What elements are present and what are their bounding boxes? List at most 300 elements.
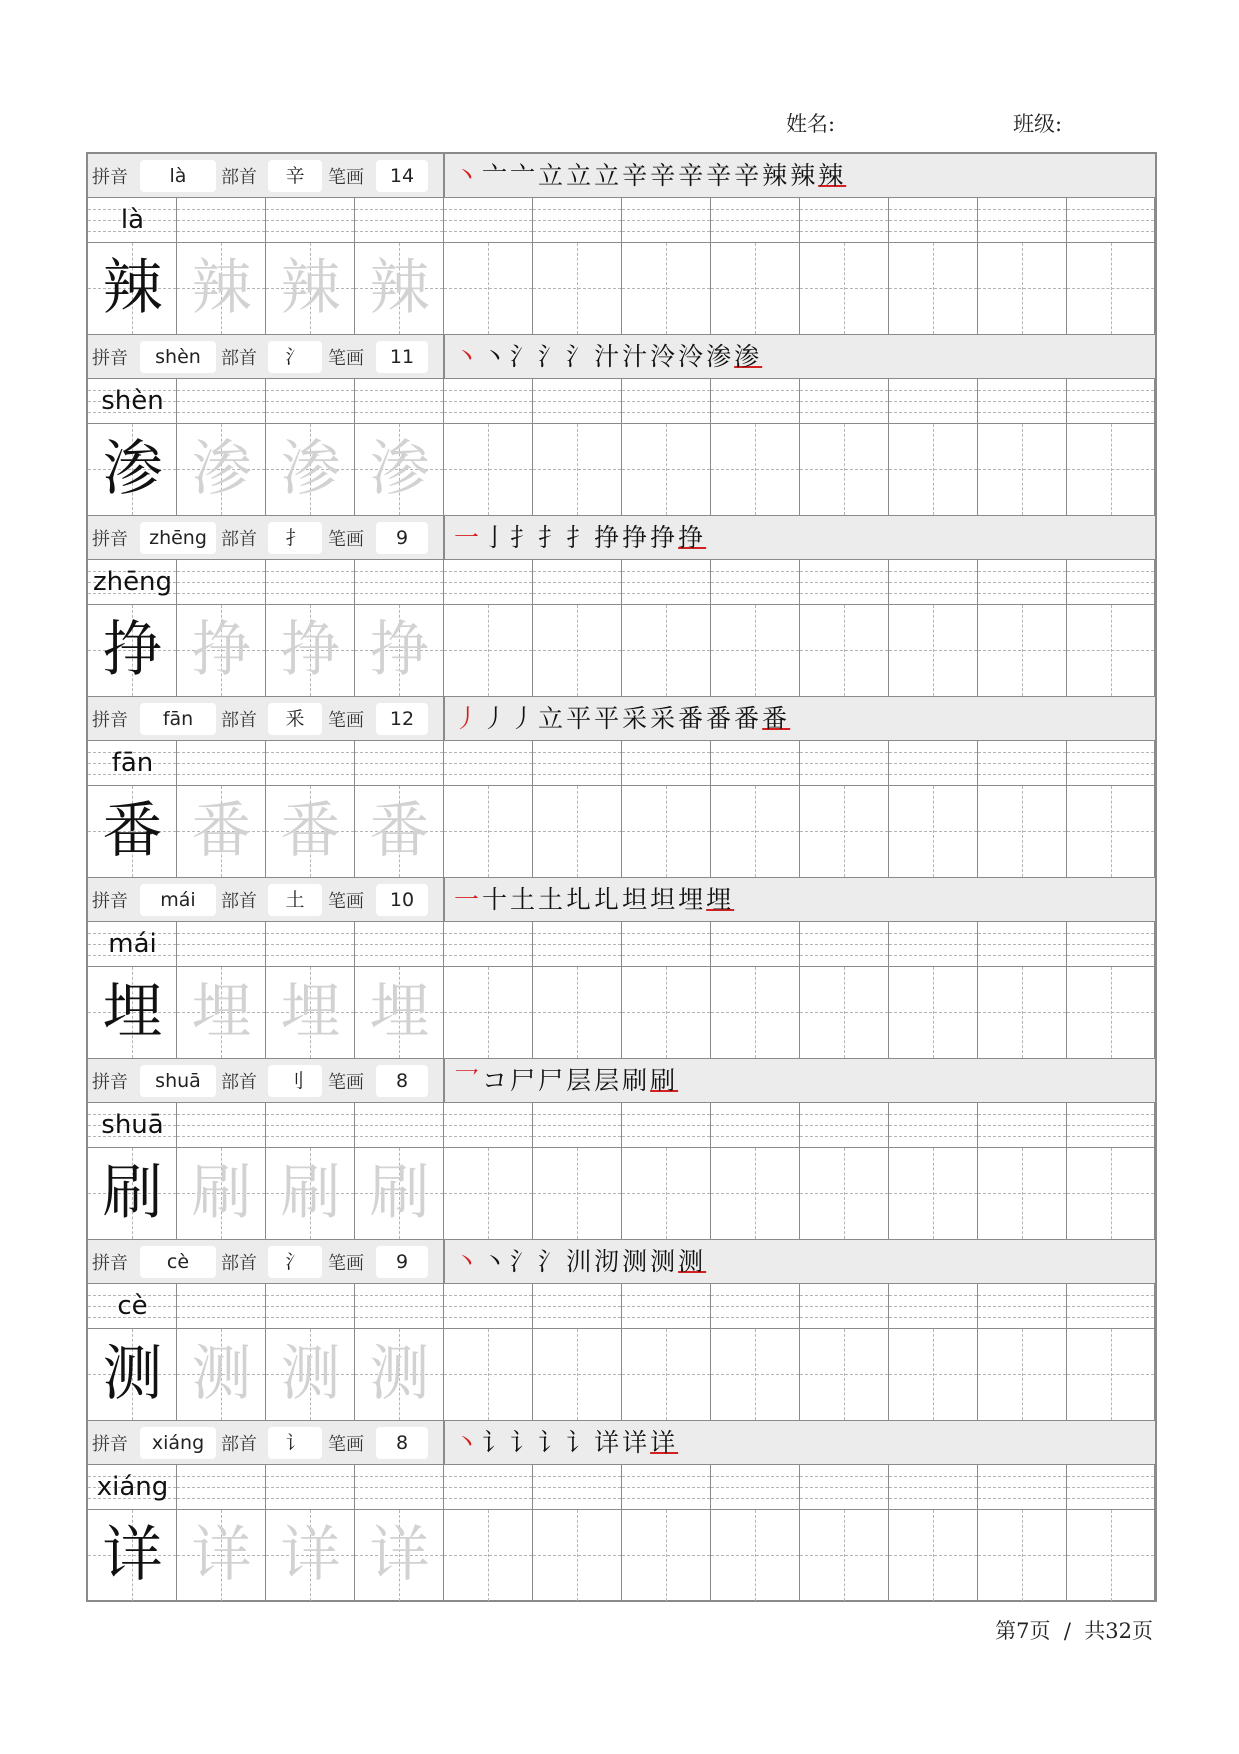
pinyin-cell[interactable] [978,1465,1067,1510]
stroke-step: 氵 [538,342,567,371]
pinyin-cell[interactable] [533,560,622,605]
practice-cell[interactable] [889,243,978,334]
practice-cell[interactable] [889,1510,978,1601]
trace-character: 挣 [280,615,341,685]
guide-line [622,209,710,210]
guide-line [800,1317,888,1318]
practice-cell[interactable] [533,1329,622,1420]
practice-cell[interactable] [444,1510,533,1601]
pinyin-cell[interactable] [978,379,1067,424]
pinyin-cell[interactable] [355,1284,444,1329]
pinyin-cell[interactable] [177,922,266,967]
stroke-step: 辣 [818,161,847,190]
pinyin-cell[interactable] [889,1465,978,1510]
practice-cell[interactable] [1067,1148,1155,1239]
guide-line [978,390,1066,391]
practice-cell[interactable] [444,967,533,1058]
practice-cell[interactable] [800,605,889,696]
guide-line [533,1125,621,1126]
pinyin-cell[interactable] [1067,1103,1155,1148]
trace-character: 埋 [191,977,252,1047]
character-row [88,786,1155,878]
guide-line [800,220,888,221]
guide-line [444,944,532,945]
practice-cell[interactable] [978,424,1067,515]
practice-cell[interactable] [800,424,889,515]
pinyin-cell[interactable] [266,922,355,967]
practice-cell[interactable] [978,605,1067,696]
stroke-step: 亅 [482,523,511,552]
pinyin-cell[interactable] [1067,560,1155,605]
guide-line [177,1125,265,1126]
pinyin-cell[interactable] [622,560,711,605]
guide-line [622,582,710,583]
practice-cell[interactable] [533,605,622,696]
guide-line [978,1114,1066,1115]
guide-line [444,412,532,413]
pinyin-cell[interactable] [711,741,800,786]
practice-cell[interactable] [533,786,622,877]
pinyin-label: 拼音 [92,1253,128,1274]
stroke-count-value: 9 [376,1246,428,1278]
practice-cell[interactable] [889,605,978,696]
practice-cell[interactable] [711,605,800,696]
practice-cell[interactable] [444,424,533,515]
practice-cell[interactable] [444,1148,533,1239]
pinyin-cell[interactable] [622,198,711,243]
pinyin-cell[interactable] [889,741,978,786]
info-divider [443,154,445,198]
pinyin-cell[interactable] [1067,1284,1155,1329]
stroke-step: 埋 [678,885,707,914]
pinyin-cell[interactable] [533,922,622,967]
pinyin-cell[interactable] [622,922,711,967]
practice-cell[interactable] [978,1510,1067,1601]
guide-line [444,571,532,572]
pinyin-cell[interactable] [800,922,889,967]
guide-line [533,401,621,402]
pinyin-cell[interactable] [444,741,533,786]
pinyin-cell[interactable] [177,1103,266,1148]
guide-line [711,412,799,413]
stroke-step: 采 [622,704,651,733]
pinyin-cell[interactable] [978,922,1067,967]
practice-cell[interactable] [533,1510,622,1601]
stroke-step: 辛 [706,161,735,190]
stroke-step: 亠 [482,161,511,190]
practice-cell[interactable] [622,605,711,696]
practice-cell[interactable] [533,1148,622,1239]
guide-line [978,209,1066,210]
guide-line [800,831,888,832]
pinyin-model: zhēng [92,567,173,597]
pinyin-cell[interactable] [1067,922,1155,967]
pinyin-cell[interactable] [355,741,444,786]
pinyin-cell[interactable] [177,560,266,605]
stroke-step: 丶 [454,342,483,371]
guide-line [978,763,1066,764]
practice-cell[interactable] [889,786,978,877]
char-block [88,878,1155,1059]
practice-cell[interactable] [800,1510,889,1601]
pinyin-label: 拼音 [92,1434,128,1455]
guide-line [800,593,888,594]
trace-character: 渗 [280,434,341,504]
guide-line [266,401,354,402]
stroke-step: 亠 [510,161,539,190]
strokes-label: 笔画 [328,1072,364,1093]
stroke-step: 平 [594,704,623,733]
guide-line [622,1193,710,1194]
guide-line [622,1012,710,1013]
pinyin-cell[interactable] [1067,741,1155,786]
stroke-step: 辛 [734,161,763,190]
guide-line [533,763,621,764]
practice-cell[interactable] [711,243,800,334]
guide-line [444,1125,532,1126]
pinyin-cell[interactable] [978,560,1067,605]
practice-cell[interactable] [622,1148,711,1239]
trace-character: 刷 [280,1158,341,1228]
guide-line [711,1476,799,1477]
pinyin-cell[interactable] [800,741,889,786]
pinyin-cell[interactable] [800,1284,889,1329]
guide-line [622,1476,710,1477]
guide-line [444,1498,532,1499]
guide-line [266,1306,354,1307]
pinyin-cell[interactable] [266,1284,355,1329]
pinyin-cell[interactable] [533,198,622,243]
pinyin-cell[interactable] [711,1103,800,1148]
practice-cell[interactable] [978,967,1067,1058]
guide-line [266,571,354,572]
stroke-step: 圠 [566,885,595,914]
practice-cell[interactable] [711,786,800,877]
guide-line [978,1476,1066,1477]
info-row [88,1240,1155,1284]
guide-line [978,231,1066,232]
practice-cell[interactable] [533,243,622,334]
pinyin-cell[interactable] [444,1284,533,1329]
guide-line [711,288,799,289]
guide-line [355,1476,443,1477]
guide-line [978,571,1066,572]
info-divider [443,335,445,379]
practice-cell[interactable] [711,967,800,1058]
practice-cell[interactable] [711,1510,800,1601]
practice-cell[interactable] [622,1510,711,1601]
pinyin-cell[interactable] [800,198,889,243]
practice-cell[interactable] [800,1329,889,1420]
practice-cell[interactable] [978,786,1067,877]
guide-line [533,1306,621,1307]
guide-line [266,412,354,413]
stroke-step: 测 [650,1247,679,1276]
pinyin-value: là [140,160,216,192]
guide-line [1067,1374,1154,1375]
pinyin-cell[interactable] [978,198,1067,243]
guide-line [889,1012,977,1013]
pinyin-cell[interactable] [889,198,978,243]
guide-line [1067,1193,1154,1194]
practice-cell[interactable] [622,967,711,1058]
radical-value: 扌 [268,522,322,554]
strokes-label: 笔画 [328,1253,364,1274]
pinyin-cell[interactable] [266,1103,355,1148]
practice-cell[interactable] [800,1148,889,1239]
page-total: 共32页 [1084,1619,1153,1643]
practice-cell[interactable] [889,424,978,515]
practice-cell[interactable] [1067,1329,1155,1420]
guide-line [889,220,977,221]
practice-cell[interactable] [711,424,800,515]
practice-cell[interactable] [1067,424,1155,515]
guide-line [800,752,888,753]
practice-cell[interactable] [800,967,889,1058]
practice-cell[interactable] [622,1329,711,1420]
model-character: 番 [102,796,163,866]
pinyin-cell[interactable] [711,1284,800,1329]
guide-line [711,1136,799,1137]
practice-cell[interactable] [444,243,533,334]
practice-cell[interactable] [444,605,533,696]
practice-cell[interactable] [1067,967,1155,1058]
info-divider [443,878,445,922]
pinyin-cell[interactable] [711,1465,800,1510]
stroke-count-value: 14 [376,160,428,192]
pinyin-cell[interactable] [266,560,355,605]
guide-line [978,469,1066,470]
pinyin-cell[interactable] [533,1103,622,1148]
guide-line [622,1136,710,1137]
pinyin-cell[interactable] [711,198,800,243]
guide-line [711,469,799,470]
guide-line [978,288,1066,289]
pinyin-cell[interactable] [355,379,444,424]
guide-line [711,1295,799,1296]
pinyin-cell[interactable] [444,1465,533,1510]
guide-line [177,1295,265,1296]
guide-line [978,401,1066,402]
pinyin-cell[interactable] [177,1284,266,1329]
pinyin-cell[interactable] [1067,198,1155,243]
guide-line [711,774,799,775]
character-row [88,424,1155,516]
stroke-count-value: 8 [376,1427,428,1459]
pinyin-cell[interactable] [800,1465,889,1510]
pinyin-cell[interactable] [800,379,889,424]
practice-cell[interactable] [622,243,711,334]
pinyin-cell[interactable] [889,379,978,424]
character-row [88,1329,1155,1421]
guide-line [711,1317,799,1318]
guide-line [1067,944,1154,945]
practice-sheet [86,152,1157,1602]
guide-line [444,209,532,210]
guide-line [444,1012,532,1013]
guide-line [1067,1012,1154,1013]
guide-line [800,1012,888,1013]
guide-line [622,571,710,572]
guide-line [1067,1136,1154,1137]
pinyin-value: shèn [140,341,216,373]
stroke-step: 辣 [790,161,819,190]
practice-cell[interactable] [978,1329,1067,1420]
pinyin-cell[interactable] [533,1465,622,1510]
guide-line [533,1498,621,1499]
guide-line [1067,933,1154,934]
pinyin-cell[interactable] [622,1465,711,1510]
practice-cell[interactable] [889,967,978,1058]
pinyin-cell[interactable] [1067,379,1155,424]
pinyin-cell[interactable] [444,922,533,967]
guide-line [978,1306,1066,1307]
practice-cell[interactable] [1067,243,1155,334]
guide-line [978,1295,1066,1296]
pinyin-cell[interactable] [444,198,533,243]
stroke-step: 详 [594,1428,623,1457]
practice-cell[interactable] [444,1329,533,1420]
pinyin-cell[interactable] [266,198,355,243]
stroke-step: 圠 [594,885,623,914]
pinyin-cell[interactable] [622,1284,711,1329]
guide-line [711,944,799,945]
pinyin-cell[interactable] [978,1284,1067,1329]
pinyin-cell[interactable] [533,1284,622,1329]
guide-line [978,650,1066,651]
pinyin-cell[interactable] [889,1103,978,1148]
pinyin-cell[interactable] [444,379,533,424]
guide-line [622,401,710,402]
pinyin-cell[interactable] [533,379,622,424]
pinyin-cell[interactable] [889,560,978,605]
pinyin-cell[interactable] [355,1465,444,1510]
guide-line [266,1125,354,1126]
pinyin-cell[interactable] [355,922,444,967]
guide-line [1067,955,1154,956]
guide-line [355,401,443,402]
guide-line [444,1487,532,1488]
practice-cell[interactable] [622,424,711,515]
practice-cell[interactable] [889,1329,978,1420]
stroke-step: 立 [538,161,567,190]
character-row [88,967,1155,1059]
info-divider [443,697,445,741]
guide-line [533,955,621,956]
pinyin-cell[interactable] [355,1103,444,1148]
guide-line [622,774,710,775]
practice-cell[interactable] [711,1148,800,1239]
radical-value: 讠 [268,1427,322,1459]
pinyin-cell[interactable] [800,1103,889,1148]
pinyin-cell[interactable] [355,198,444,243]
guide-line [800,1306,888,1307]
radical-value: 辛 [268,160,322,192]
pinyin-cell[interactable] [889,1284,978,1329]
practice-cell[interactable] [622,786,711,877]
practice-cell[interactable] [1067,605,1155,696]
guide-line [889,774,977,775]
pinyin-cell[interactable] [444,1103,533,1148]
practice-cell[interactable] [800,786,889,877]
stroke-step: 立 [594,161,623,190]
pinyin-cell[interactable] [1067,1465,1155,1510]
pinyin-cell[interactable] [177,379,266,424]
char-block [88,1421,1155,1602]
pinyin-cell[interactable] [711,379,800,424]
practice-cell[interactable] [978,1148,1067,1239]
trace-character: 刷 [191,1158,252,1228]
guide-line [800,933,888,934]
guide-line [800,412,888,413]
pinyin-cell[interactable] [266,1465,355,1510]
pinyin-cell[interactable] [978,741,1067,786]
pinyin-cell[interactable] [533,741,622,786]
practice-cell[interactable] [889,1148,978,1239]
radical-value: 氵 [268,1246,322,1278]
info-row [88,335,1155,379]
guide-line [444,231,532,232]
pinyin-cell[interactable] [177,741,266,786]
stroke-step: 渗 [734,342,763,371]
practice-cell[interactable] [1067,1510,1155,1601]
stroke-step: 丶 [454,161,483,190]
practice-cell[interactable] [711,1329,800,1420]
pinyin-cell[interactable] [622,379,711,424]
stroke-step: 详 [650,1428,679,1457]
stroke-step: 氵 [566,342,595,371]
guide-line [622,752,710,753]
pinyin-cell[interactable] [800,560,889,605]
pinyin-cell[interactable] [355,560,444,605]
practice-cell[interactable] [444,786,533,877]
pinyin-cell[interactable] [177,1465,266,1510]
radical-label: 部首 [221,710,257,731]
pinyin-model: là [120,205,145,235]
practice-cell[interactable] [1067,786,1155,877]
pinyin-cell[interactable] [177,198,266,243]
guide-line [889,209,977,210]
pinyin-cell[interactable] [978,1103,1067,1148]
practice-cell[interactable] [978,243,1067,334]
guide-line [533,231,621,232]
character-row [88,1510,1155,1602]
practice-cell[interactable] [800,243,889,334]
radical-label: 部首 [221,167,257,188]
pinyin-cell[interactable] [266,741,355,786]
pinyin-cell[interactable] [266,379,355,424]
pinyin-cell[interactable] [622,1103,711,1148]
guide-line [1067,1487,1154,1488]
trace-character: 辣 [191,253,252,323]
stroke-step: 十 [482,885,511,914]
guide-line [533,831,621,832]
pinyin-cell[interactable] [711,922,800,967]
pinyin-cell[interactable] [711,560,800,605]
guide-line [800,571,888,572]
pinyin-cell[interactable] [622,741,711,786]
guide-line [1067,752,1154,753]
practice-cell[interactable] [533,967,622,1058]
practice-cell[interactable] [533,424,622,515]
pinyin-cell[interactable] [444,560,533,605]
stroke-step: 丿 [454,704,483,733]
pinyin-cell[interactable] [889,922,978,967]
guide-line [444,1114,532,1115]
guide-line [978,582,1066,583]
trace-character: 渗 [191,434,252,504]
guide-line [533,1114,621,1115]
